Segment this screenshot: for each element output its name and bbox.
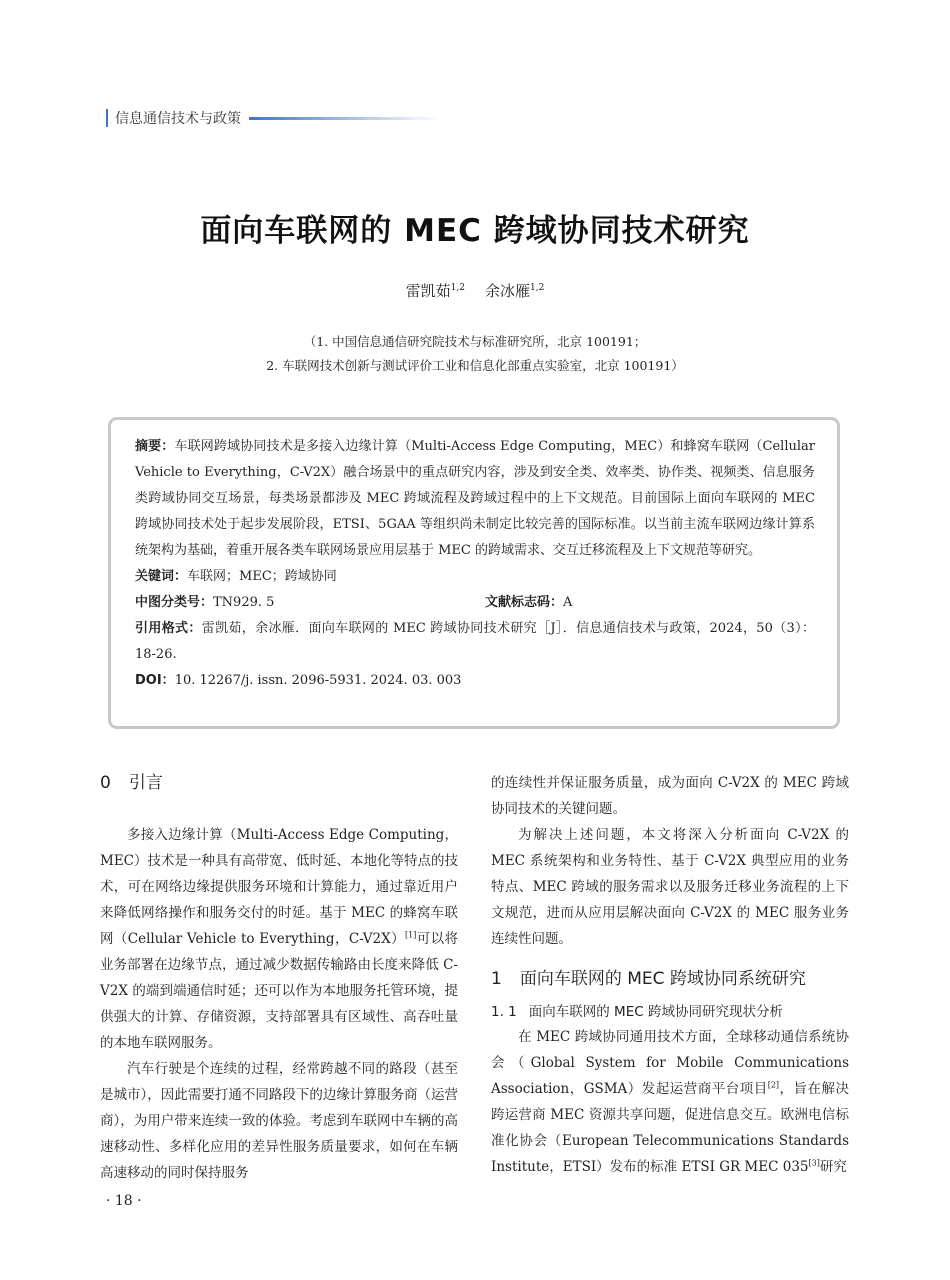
subsection-title: 面向车联网的 MEC 跨域协同研究现状分析 (528, 1004, 783, 1020)
section-number: 1 (491, 969, 502, 989)
paragraph: 汽车行驶是个连续的过程，经常跨越不同的路段（甚至是城市），因此需要打通不同路段下的边缘计算服务商（运营商），为用户带来连续一致的体验。考虑到车联网中车辆的高速移动性、多样化应用的差异性服务质量要求，如何在车辆高速移动的同时保持服务 (100, 1061, 458, 1181)
doc-code-value: A (563, 595, 573, 610)
paragraph-text: ，旨在解决跨运营商 MEC 资源共享问题，促进信息交互。欧洲电信标准化协会（European Telecommunications Standards Institute，ETSI）发布的标准 ETSI GR MEC 035 (491, 1081, 849, 1175)
doc-code-label: 文献标志码： (485, 595, 564, 610)
author-list (0, 280, 950, 301)
section-heading (100, 770, 458, 796)
doi-value: 10. 12267/j. issn. 2096-5931. 2024. 03. 003 (174, 673, 462, 688)
abstract-text: 车联网跨域协同技术是多接入边缘计算（Multi-Access Edge Computing，MEC）和蜂窝车联网（Cellular Vehicle to Everything，C-V2X）融合场景中的重点研究内容，涉及到安全类、效率类、协作类、视频类、信息服务类跨域协同交互场景，每类场景都涉及 MEC 跨域流程及跨域过程中的上下文规范。目前国际上面向车联网的 MEC 跨域协同技术处于起步发展阶段，ETSI、5GAA 等组织尚未制定比较完善的国际标准。以当前主流车联网边缘计算系统架构为基础，着重开展各类车联网场景应用层基于 MEC 的跨域需求、交互迁移流程及上下文规范等研究。 (135, 439, 815, 558)
journal-gradient-line (249, 117, 439, 120)
left-column (100, 770, 458, 1186)
citation-ref: [1] (404, 930, 417, 940)
right-column (491, 770, 849, 1180)
abstract-box (108, 417, 840, 729)
journal-accent-bar (106, 109, 108, 127)
paragraph-continued: 的连续性并保证服务质量，成为面向 C-V2X 的 MEC 跨域协同技术的关键问题。 (491, 775, 849, 817)
journal-name: 信息通信技术与政策 (115, 111, 241, 127)
doi (135, 668, 815, 694)
paragraph-text: 研究 (819, 1159, 847, 1175)
affiliation-line: （1. 中国信息通信研究院技术与标准研究所，北京 100191； (303, 334, 647, 349)
citation-ref: [3] (808, 1158, 820, 1168)
section-number: 0 (100, 773, 111, 793)
page-number: · 18 · (106, 1193, 142, 1209)
paragraph-text: 在 MEC 跨域协同通用技术方面，全球移动通信系统协会（Global System for Mobile Communications Association，GSMA）发起运营商平台项目 (491, 1029, 849, 1097)
doi-label: DOI： (135, 673, 175, 688)
author-affil-sup: 1,2 (450, 283, 465, 293)
author-name: 雷凯茹 (405, 282, 451, 300)
author-name: 余冰雁 (485, 282, 531, 300)
clc (135, 590, 485, 616)
clc-label: 中图分类号： (135, 595, 214, 610)
abstract-label: 摘要： (135, 439, 175, 454)
abstract (135, 434, 815, 564)
paragraph (100, 822, 458, 1056)
keywords-text: 车联网；MEC；跨域协同 (187, 569, 337, 584)
subsection-number: 1. 1 (491, 1004, 517, 1020)
citation-label: 引用格式： (135, 621, 202, 636)
keywords (135, 564, 815, 590)
doc-code (485, 590, 572, 616)
section-heading (491, 966, 849, 992)
author (406, 282, 465, 300)
author (485, 282, 544, 300)
subsection-heading (491, 1000, 849, 1024)
paper-title: 面向车联网的 MEC 跨域协同技术研究 (200, 213, 750, 249)
clc-value: TN929. 5 (213, 595, 275, 610)
keywords-label: 关键词： (135, 569, 188, 584)
classification-row (135, 590, 815, 616)
citation (135, 616, 815, 668)
journal-header (106, 108, 439, 128)
section-title: 引言 (128, 773, 163, 793)
author-affil-sup: 1,2 (530, 283, 545, 293)
affiliations (0, 330, 950, 378)
paragraph-text: 可以将业务部署在边缘节点，通过减少数据传输路由长度来降低 C-V2X 的端到端通信时延；还可以作为本地服务托管环境，提供强大的计算、存储资源，支持部署具有区域性、高吞吐量的本地车联网服务。 (100, 931, 458, 1051)
affiliation-line: 2. 车联网技术创新与测试评价工业和信息化部重点实验室，北京 100191） (266, 358, 684, 373)
paragraph-text: 多接入边缘计算（Multi-Access Edge Computing，MEC）技术是一种具有高带宽、低时延、本地化等特点的技术，可在网络边缘提供服务环境和计算能力，通过靠近用户来降低网络操作和服务交付的时延。基于 MEC 的蜂窝车联网（Cellular Vehicle to Everything，C-V2X） (100, 827, 459, 947)
citation-ref: [2] (767, 1080, 780, 1090)
paragraph: 为解决上述问题，本文将深入分析面向 C-V2X 的 MEC 系统架构和业务特性、基于 C-V2X 典型应用的业务特点、MEC 跨域的服务需求以及服务迁移业务流程的上下文规范，进而从应用层解决面向 C-V2X 的 MEC 服务业务连续性问题。 (491, 827, 849, 947)
section-title: 面向车联网的 MEC 跨域协同系统研究 (519, 969, 806, 989)
paragraph (491, 1024, 849, 1180)
citation-text: 雷凯茹，余冰雁．面向车联网的 MEC 跨域协同技术研究［J］．信息通信技术与政策，2024，50（3）：18-26. (135, 621, 815, 662)
